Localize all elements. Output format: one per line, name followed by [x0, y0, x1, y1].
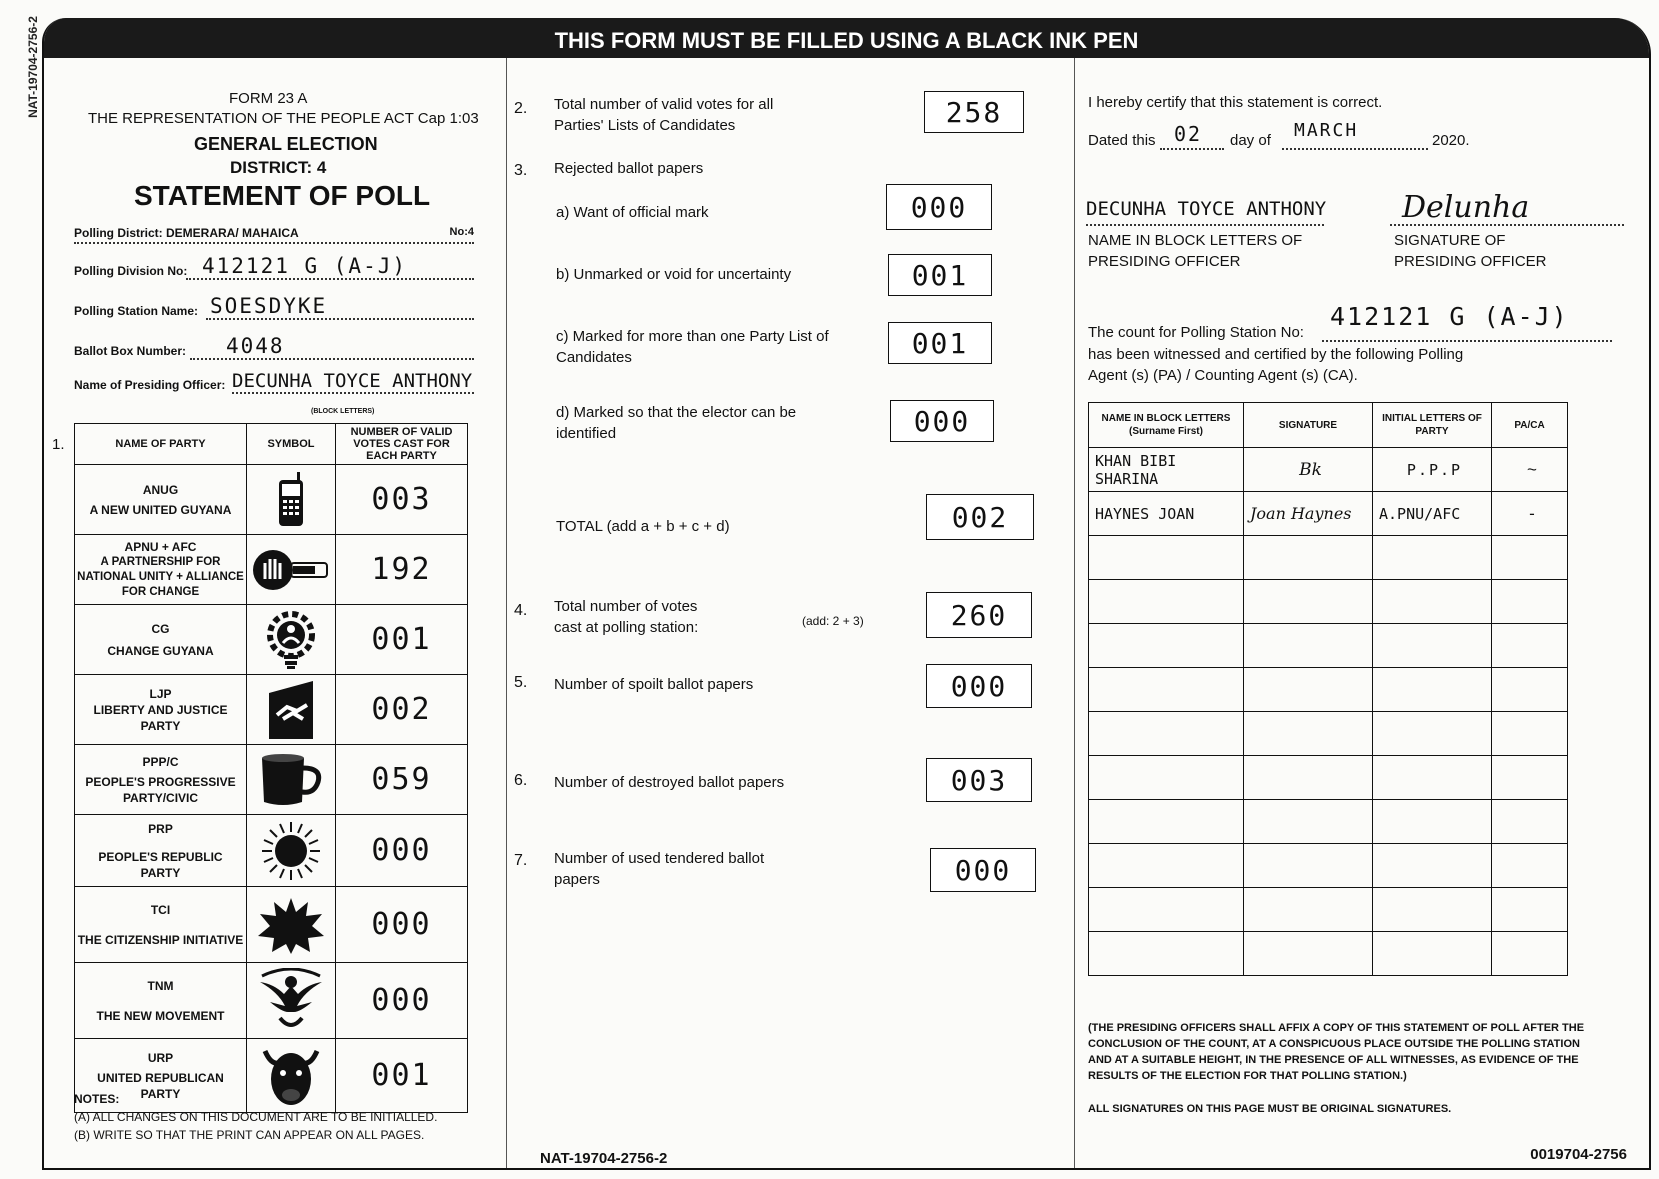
q3c-value-box[interactable]: 001 — [888, 322, 992, 364]
party-name-header: NAME OF PARTY — [75, 424, 247, 465]
q3c-label-line2: Candidates — [556, 349, 632, 366]
officer-name-caption — [1088, 230, 1302, 272]
q3c-label — [556, 326, 829, 368]
q3d-label — [556, 402, 796, 444]
agent-pa-ca-header: PA/CA — [1492, 403, 1568, 448]
votes-cell[interactable]: 003 — [336, 465, 468, 535]
party-table-header — [75, 424, 468, 465]
q2-label-line1: Total number of valid votes for all — [554, 96, 774, 113]
presiding-officer-field[interactable] — [74, 368, 474, 394]
district-number: No:4 — [449, 226, 474, 238]
party-full-name: UNITED REPUBLICAN PARTY — [97, 1070, 224, 1101]
original-signatures-note: ALL SIGNATURES ON THIS PAGE MUST BE ORIGINAL SIGNATURES. — [1088, 1103, 1452, 1115]
table-row — [75, 535, 468, 605]
form-number: FORM 23 A — [229, 90, 308, 107]
officer-signature-caption-line2: PRESIDING OFFICER — [1394, 253, 1547, 270]
total-label: TOTAL (add a + b + c + d) — [556, 518, 730, 535]
votes-cell[interactable]: 000 — [336, 815, 468, 887]
q6-value-box[interactable]: 003 — [926, 758, 1032, 802]
day-of-label: day of — [1230, 132, 1271, 149]
cup-icon — [247, 745, 336, 815]
agent-party-cell[interactable]: A.PNU/AFC — [1373, 492, 1492, 536]
agent-signature-cell[interactable] — [1244, 580, 1373, 624]
table-row — [1089, 668, 1568, 712]
agent-pa-ca-cell[interactable] — [1492, 932, 1568, 976]
agent-name-cell[interactable]: HAYNES JOAN — [1089, 492, 1244, 536]
party-name-cell — [75, 605, 247, 675]
q3b-value-box[interactable]: 001 — [888, 254, 992, 296]
party-abbr: ANUG — [142, 482, 179, 497]
q3-number: 3. — [514, 162, 528, 179]
party-full-name: CHANGE GUYANA — [107, 643, 214, 658]
table-row — [75, 605, 468, 675]
polling-division-label: Polling Division No: — [74, 264, 188, 278]
polling-district-label: Polling District: DEMERARA/ MAHAICA — [74, 226, 299, 240]
agent-name-cell[interactable] — [1089, 844, 1244, 888]
total-value-box[interactable]: 002 — [926, 494, 1034, 540]
agent-party-cell[interactable] — [1373, 844, 1492, 888]
ballot-box-line — [190, 358, 474, 360]
party-abbr: PRP — [148, 821, 173, 836]
act-reference: THE REPRESENTATION OF THE PEOPLE ACT Cap 1:03 — [88, 110, 479, 127]
q2-number: 2. — [514, 100, 528, 117]
polling-station-value: SOESDYKE — [210, 294, 328, 318]
party-abbr: URP — [147, 1050, 174, 1065]
agent-party-header: INITIAL LETTERS OF PARTY — [1373, 403, 1492, 448]
table-row — [1089, 624, 1568, 668]
q3d-label-line1: d) Marked so that the elector can be — [556, 404, 797, 421]
note-b: (B) WRITE SO THAT THE PRINT CAN APPEAR ON ALL PAGES. — [74, 1128, 425, 1142]
agent-signature-cell[interactable] — [1244, 756, 1373, 800]
ballot-box-label: Ballot Box Number: — [74, 344, 187, 358]
agents-table-header — [1089, 403, 1568, 448]
q5-label: Number of spoilt ballot papers — [554, 676, 754, 693]
agent-pa-ca-cell[interactable] — [1492, 536, 1568, 580]
officer-name-value[interactable]: DECUNHA TOYCE ANTHONY — [1086, 198, 1327, 220]
polling-station-field[interactable] — [74, 294, 474, 320]
dated-day-line — [1160, 148, 1224, 150]
polling-station-line — [206, 318, 474, 320]
officer-signature[interactable]: Delunha — [1402, 190, 1530, 225]
polling-station-label: Polling Station Name: — [74, 304, 199, 318]
count-station-line — [1322, 340, 1612, 342]
witness-line1: has been witnessed and certified by the following Polling — [1088, 346, 1464, 363]
q4-label — [554, 596, 698, 638]
q4-label-line1: Total number of votes — [554, 598, 698, 615]
election-type: GENERAL ELECTION — [194, 134, 378, 154]
district-label: DISTRICT: 4 — [230, 158, 327, 177]
mobile-phone-icon — [247, 465, 336, 535]
party-abbr: CG — [151, 621, 170, 636]
votes-cell[interactable]: 000 — [336, 963, 468, 1039]
q6-label: Number of destroyed ballot papers — [554, 774, 785, 791]
q7-label-line2: papers — [554, 871, 600, 888]
agent-party-cell[interactable] — [1373, 888, 1492, 932]
agent-name-cell[interactable] — [1089, 932, 1244, 976]
table-row — [75, 465, 468, 535]
agent-pa-ca-cell[interactable]: ~ — [1492, 448, 1568, 492]
table-row — [75, 815, 468, 887]
votes-cell[interactable]: 192 — [336, 535, 468, 605]
party-abbr: LJP — [149, 686, 172, 701]
party-full-name: THE CITIZENSHIP INITIATIVE — [77, 932, 244, 947]
agent-name-cell[interactable] — [1089, 756, 1244, 800]
agent-signature-cell[interactable] — [1244, 888, 1373, 932]
party-full-name: PEOPLE'S PROGRESSIVE PARTY/CIVIC — [85, 774, 236, 805]
polling-division-value: 412121 G (A-J) — [202, 254, 408, 278]
votes-cell[interactable]: 000 — [336, 887, 468, 963]
table-row — [75, 963, 468, 1039]
agent-signature-cell[interactable] — [1244, 932, 1373, 976]
q5-number: 5. — [514, 674, 528, 691]
q3c-label-line1: c) Marked for more than one Party List of — [556, 328, 829, 345]
witness-statement — [1088, 344, 1463, 386]
agent-party-cell[interactable] — [1373, 932, 1492, 976]
notes-title: NOTES: — [74, 1092, 120, 1106]
agent-signature-cell[interactable] — [1244, 668, 1373, 712]
agents-table — [1088, 402, 1568, 976]
agent-name-cell[interactable] — [1089, 624, 1244, 668]
party-name-cell — [75, 535, 247, 605]
middle-column — [506, 58, 1075, 1168]
section-number-1: 1. — [52, 436, 65, 453]
agent-party-cell[interactable] — [1373, 624, 1492, 668]
q7-number: 7. — [514, 852, 528, 869]
officer-name-line — [1086, 224, 1324, 226]
party-name-cell — [75, 887, 247, 963]
table-row — [1089, 800, 1568, 844]
party-name-cell — [75, 745, 247, 815]
party-name-cell — [75, 963, 247, 1039]
certify-statement: I hereby certify that this statement is correct. — [1088, 94, 1383, 111]
symbol-header: SYMBOL — [247, 424, 336, 465]
q4-label-line2: cast at polling station: — [554, 619, 699, 636]
q4-number: 4. — [514, 602, 528, 619]
statement-of-poll-form — [42, 18, 1651, 1170]
party-full-name: PEOPLE'S REPUBLIC PARTY — [98, 849, 223, 880]
agent-party-cell[interactable] — [1373, 712, 1492, 756]
q6-number: 6. — [514, 772, 528, 789]
q7-label — [554, 848, 764, 890]
q7-value-box[interactable]: 000 — [930, 848, 1036, 892]
agent-name-cell[interactable] — [1089, 668, 1244, 712]
q4-value-box[interactable]: 260 — [926, 592, 1032, 638]
ballot-box-value: 4048 — [226, 334, 285, 358]
table-row — [1089, 756, 1568, 800]
agent-name-cell[interactable] — [1089, 712, 1244, 756]
dated-day-value[interactable]: 02 — [1174, 122, 1203, 146]
agent-party-cell[interactable]: P.P.P — [1373, 448, 1492, 492]
votes-cell[interactable]: 002 — [336, 675, 468, 745]
right-column — [1074, 58, 1649, 1168]
polling-district-line — [74, 242, 474, 244]
agent-signature-cell[interactable] — [1244, 536, 1373, 580]
count-prefix: The count for Polling Station No: — [1088, 324, 1304, 341]
agent-name-cell[interactable] — [1089, 580, 1244, 624]
officer-name-caption-line1: NAME IN BLOCK LETTERS OF — [1088, 232, 1303, 249]
party-full-name: A PARTNERSHIP FOR NATIONAL UNITY + ALLIANCE FOR CHANGE — [77, 556, 244, 598]
block-letters-note: (BLOCK LETTERS) — [311, 408, 375, 415]
q2-value-box[interactable]: 258 — [924, 91, 1024, 133]
agent-signature-cell[interactable] — [1244, 844, 1373, 888]
agent-signature-cell[interactable] — [1244, 800, 1373, 844]
agent-pa-ca-cell[interactable] — [1492, 668, 1568, 712]
agent-signature-cell[interactable]: Joan Haynes — [1244, 492, 1373, 536]
q3a-value-box[interactable]: 000 — [886, 184, 992, 230]
agent-name-cell[interactable] — [1089, 536, 1244, 580]
agent-name-cell[interactable] — [1089, 888, 1244, 932]
officer-signature-caption-line1: SIGNATURE OF — [1394, 232, 1506, 249]
polling-district-field — [74, 226, 474, 244]
lightbulb-gear-icon — [247, 605, 336, 675]
sun-icon — [247, 815, 336, 887]
agent-signature-header: SIGNATURE — [1244, 403, 1373, 448]
q4-add-note: (add: 2 + 3) — [802, 614, 864, 628]
flower-icon — [247, 887, 336, 963]
note-a: (A) ALL CHANGES ON THIS DOCUMENT ARE TO BE INITIALLED. — [74, 1110, 438, 1124]
agent-name-cell[interactable]: KHAN BIBI SHARINA — [1089, 448, 1244, 492]
middle-footer-code: NAT-19704-2756-2 — [540, 1150, 668, 1167]
hand-and-key-icon — [247, 535, 336, 605]
dated-year: 2020. — [1432, 132, 1470, 149]
officer-signature-line — [1390, 224, 1624, 226]
eagle-icon — [247, 963, 336, 1039]
party-votes-table — [74, 423, 468, 1113]
votes-header: NUMBER OF VALID VOTES CAST FOR EACH PARTY — [336, 424, 468, 465]
affix-instruction: (THE PRESIDING OFFICERS SHALL AFFIX A COPY OF THIS STATEMENT OF POLL AFTER THE CONCLUSION OF THE COUNT, AT A CONSPICUOUS PLACE OUTSIDE THE POLLING STATION AND AT A SUITABLE HEIGHT, IN THE PRESENCE OF ALL WITNESSES, AS EVIDENCE OF THE RESULTS OF THE ELECTION FOR THAT POLLING STATION.) — [1088, 1022, 1585, 1082]
q3b-label: b) Unmarked or void for uncertainty — [556, 266, 792, 283]
officer-name-caption-line2: PRESIDING OFFICER — [1088, 253, 1241, 270]
party-abbr: TNM — [147, 978, 174, 993]
agent-pa-ca-cell[interactable] — [1492, 624, 1568, 668]
party-name-cell — [75, 675, 247, 745]
agent-party-cell[interactable] — [1373, 580, 1492, 624]
q2-label-line2: Parties' Lists of Candidates — [554, 117, 736, 134]
agent-pa-ca-cell[interactable] — [1492, 888, 1568, 932]
agent-pa-ca-cell[interactable] — [1492, 712, 1568, 756]
agent-party-cell[interactable] — [1373, 800, 1492, 844]
table-row — [1089, 712, 1568, 756]
q2-label — [554, 94, 773, 136]
polling-division-field[interactable] — [74, 254, 474, 280]
q3a-label: a) Want of official mark — [556, 204, 709, 221]
party-full-name: LIBERTY AND JUSTICE PARTY — [93, 702, 228, 733]
side-document-code: NAT-19704-2756-2 — [25, 16, 40, 118]
count-station-value[interactable]: 412121 G (A-J) — [1330, 302, 1569, 331]
q5-value-box[interactable]: 000 — [926, 664, 1032, 708]
agent-name-header: NAME IN BLOCK LETTERS (Surname First) — [1089, 403, 1244, 448]
presiding-officer-line — [232, 392, 474, 394]
agent-party-cell[interactable] — [1373, 668, 1492, 712]
table-row — [1089, 580, 1568, 624]
table-row — [1089, 932, 1568, 976]
table-row — [1089, 492, 1568, 536]
agent-pa-ca-cell[interactable] — [1492, 800, 1568, 844]
party-abbr: APNU + AFC — [124, 540, 197, 554]
agent-name-cell[interactable] — [1089, 800, 1244, 844]
q3-label: Rejected ballot papers — [554, 160, 704, 177]
agent-pa-ca-cell[interactable] — [1492, 756, 1568, 800]
handshake-icon — [247, 675, 336, 745]
agent-pa-ca-cell[interactable] — [1492, 844, 1568, 888]
dated-month-value[interactable]: MARCH — [1294, 120, 1359, 141]
table-row — [1089, 888, 1568, 932]
party-name-cell — [75, 815, 247, 887]
polling-division-line — [186, 278, 474, 280]
q7-label-line1: Number of used tendered ballot — [554, 850, 765, 867]
ballot-box-field[interactable] — [74, 334, 474, 360]
q3d-value-box[interactable]: 000 — [890, 400, 994, 442]
table-row — [75, 675, 468, 745]
notes-section — [74, 1090, 437, 1144]
party-name-cell — [75, 465, 247, 535]
officer-signature-caption — [1394, 230, 1547, 272]
presiding-officer-value: DECUNHA TOYCE ANTHONY — [232, 370, 473, 392]
ink-pen-banner: THIS FORM MUST BE FILLED USING A BLACK INK PEN — [44, 18, 1649, 58]
agent-pa-ca-cell[interactable] — [1492, 580, 1568, 624]
agent-party-cell[interactable] — [1373, 536, 1492, 580]
party-full-name: A NEW UNITED GUYANA — [89, 502, 232, 517]
agent-signature-cell[interactable] — [1244, 624, 1373, 668]
page-title: STATEMENT OF POLL — [134, 180, 431, 211]
table-row — [75, 887, 468, 963]
agent-signature-cell[interactable] — [1244, 712, 1373, 756]
votes-cell[interactable]: 001 — [336, 605, 468, 675]
party-abbr: PPP/C — [142, 754, 179, 769]
serial-number: 0019704-2756 — [1530, 1146, 1627, 1163]
q3d-label-line2: identified — [556, 425, 617, 442]
agent-party-cell[interactable] — [1373, 756, 1492, 800]
dated-prefix: Dated this — [1088, 132, 1156, 149]
dated-month-line — [1282, 148, 1428, 150]
table-row — [1089, 536, 1568, 580]
votes-cell[interactable]: 059 — [336, 745, 468, 815]
party-abbr: TCI — [150, 902, 171, 917]
party-full-name: THE NEW MOVEMENT — [96, 1008, 225, 1023]
table-row — [1089, 448, 1568, 492]
presiding-officer-label: Name of Presiding Officer: — [74, 378, 226, 392]
agent-signature-cell[interactable]: Bk — [1244, 448, 1373, 492]
witness-line2: Agent (s) (PA) / Counting Agent (s) (CA). — [1088, 367, 1358, 384]
table-row — [1089, 844, 1568, 888]
agent-pa-ca-cell[interactable]: - — [1492, 492, 1568, 536]
table-row — [75, 745, 468, 815]
votes-cell[interactable]: 001 — [336, 1039, 468, 1113]
left-column — [44, 58, 507, 1168]
